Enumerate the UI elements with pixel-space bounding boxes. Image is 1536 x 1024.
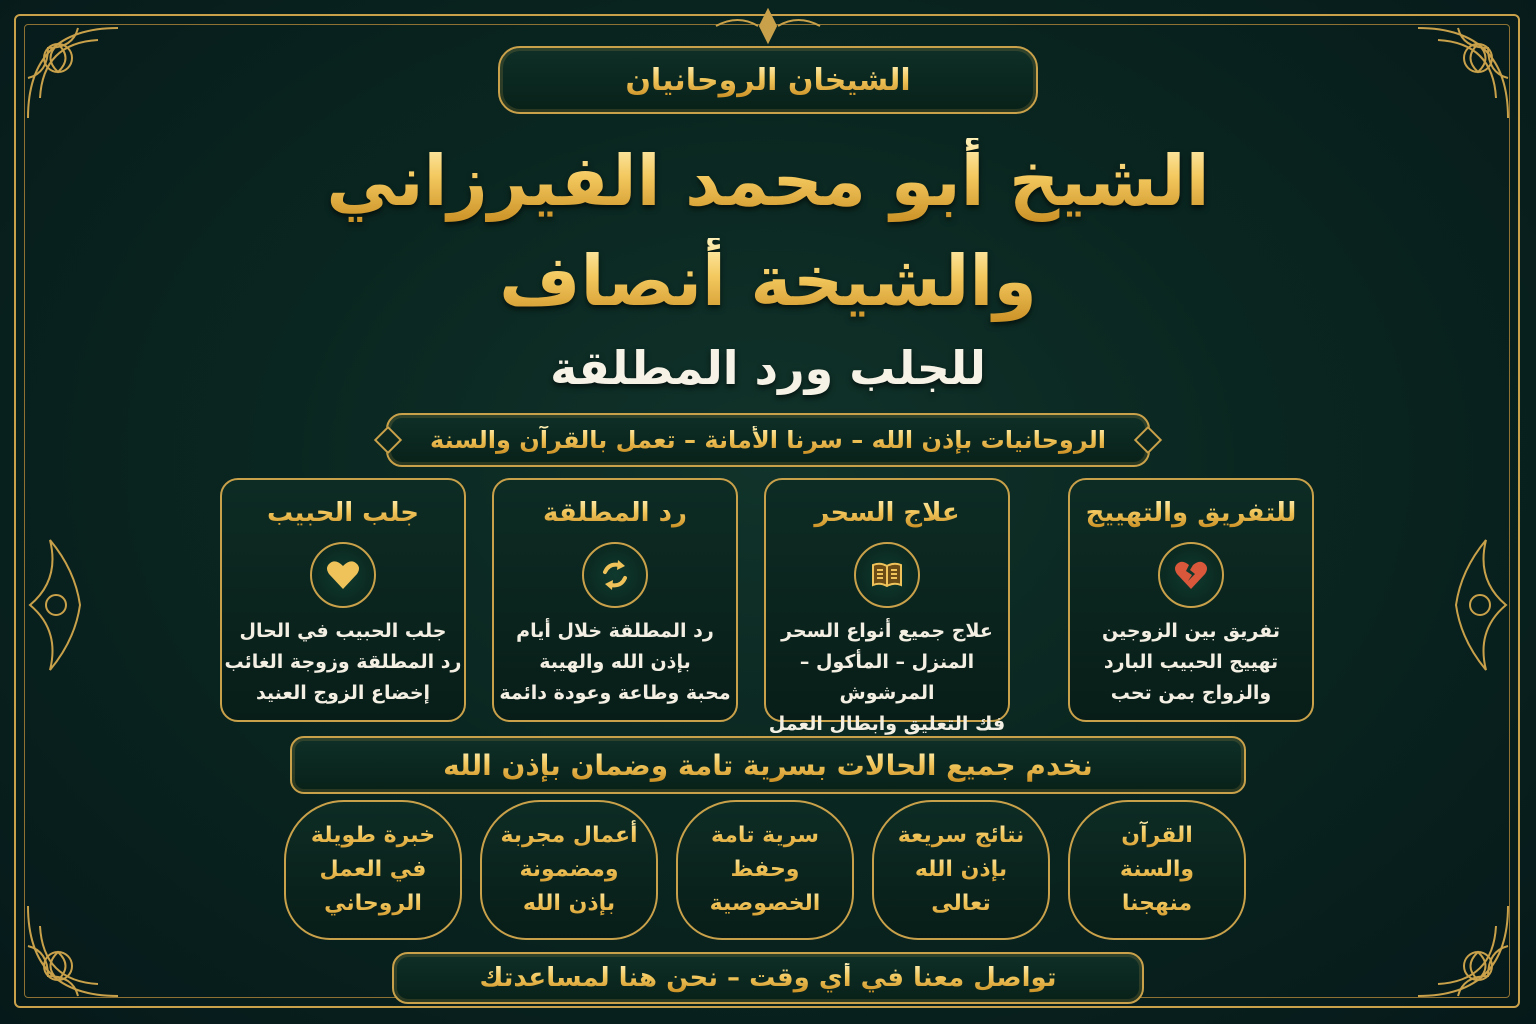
service-card-magic-treatment (764, 478, 1010, 735)
footer-contact-plaque (392, 952, 1144, 1004)
feature-badge-privacy (676, 800, 854, 940)
card-title: علاج السحر (766, 498, 1008, 528)
card-line: المنزل – المأكول – المرشوش (799, 651, 975, 704)
main-title-line-1: الشيخ أبو محمد الفيرزاني (0, 138, 1536, 224)
card-line: علاج جميع أنواع السحر (781, 620, 993, 642)
feature-line: بإذن الله (915, 853, 1007, 887)
feature-badge-quran (1068, 800, 1246, 940)
card-line: فك التعليق وابطال العمل (768, 713, 1006, 735)
feature-line: أعمال مجربة (500, 819, 637, 853)
feature-line: سرية تامة (711, 819, 819, 853)
heart-icon (310, 542, 376, 608)
card-line: بإذن الله والهيبة (539, 651, 691, 673)
corner-ornament-bottom-left (18, 896, 128, 1006)
side-ornament-left (20, 520, 90, 690)
broken-heart-icon (1158, 542, 1224, 608)
feature-line: منهجنا (1122, 887, 1192, 921)
feature-line: الروحاني (324, 887, 422, 921)
card-line: رد المطلقة وزوجة الغائب (224, 651, 462, 673)
tagline-plaque (386, 413, 1150, 467)
top-label-plaque (498, 46, 1038, 114)
feature-line: نتائج سريعة (898, 819, 1025, 853)
feature-line: في العمل (320, 853, 427, 887)
feature-badge-experience (284, 800, 462, 940)
feature-badge-fast-results (872, 800, 1050, 940)
guarantee-banner (290, 736, 1246, 794)
card-line: جلب الحبيب في الحال (239, 620, 447, 642)
top-center-ornament (708, 6, 828, 46)
main-title-line-2: والشيخة أنصاف (0, 238, 1536, 324)
corner-ornament-bottom-right (1408, 896, 1518, 1006)
card-line: محبة وطاعة وعودة دائمة (499, 682, 731, 704)
feature-line: القرآن (1121, 819, 1193, 853)
feature-line: والسنة (1120, 853, 1194, 887)
corner-ornament-top-left (18, 18, 128, 128)
quran-book-icon (854, 542, 920, 608)
card-line: تفريق بين الزوجين (1102, 620, 1280, 642)
card-line: والزواج بمن تحب (1110, 682, 1272, 704)
feature-line: الخصوصية (710, 887, 821, 921)
feature-line: وحفظ (731, 853, 800, 887)
service-card-return-divorcee (492, 478, 738, 722)
card-line: إخضاع الزوج العنيد (255, 682, 431, 704)
return-arrows-icon (582, 542, 648, 608)
footer-text: تواصل معنا في أي وقت – نحن هنا لمساعدتك (479, 963, 1057, 993)
feature-line: ومضمونة (519, 853, 618, 887)
side-ornament-right (1446, 520, 1516, 690)
service-card-separation (1068, 478, 1314, 722)
card-line: تهييج الحبيب البارد (1103, 651, 1279, 673)
card-title: جلب الحبيب (222, 498, 464, 528)
subtitle: للجلب ورد المطلقة (550, 341, 986, 395)
feature-badge-proven-work (480, 800, 658, 940)
tagline: الروحانيات بإذن الله – سرنا الأمانة – تعمل بالقرآن والسنة (430, 426, 1106, 454)
feature-line: خبرة طويلة (311, 819, 435, 853)
banner-text: نخدم جميع الحالات بسرية تامة وضمان بإذن الله (443, 748, 1093, 782)
card-title: رد المطلقة (494, 498, 736, 528)
feature-line: بإذن الله (523, 887, 615, 921)
top-label: الشيخان الروحانيان (625, 62, 911, 98)
service-card-attract-beloved (220, 478, 466, 722)
corner-ornament-top-right (1408, 18, 1518, 128)
feature-line: تعالى (931, 887, 990, 921)
card-title: للتفريق والتهييج (1070, 498, 1312, 528)
card-line: رد المطلقة خلال أيام (516, 620, 714, 642)
